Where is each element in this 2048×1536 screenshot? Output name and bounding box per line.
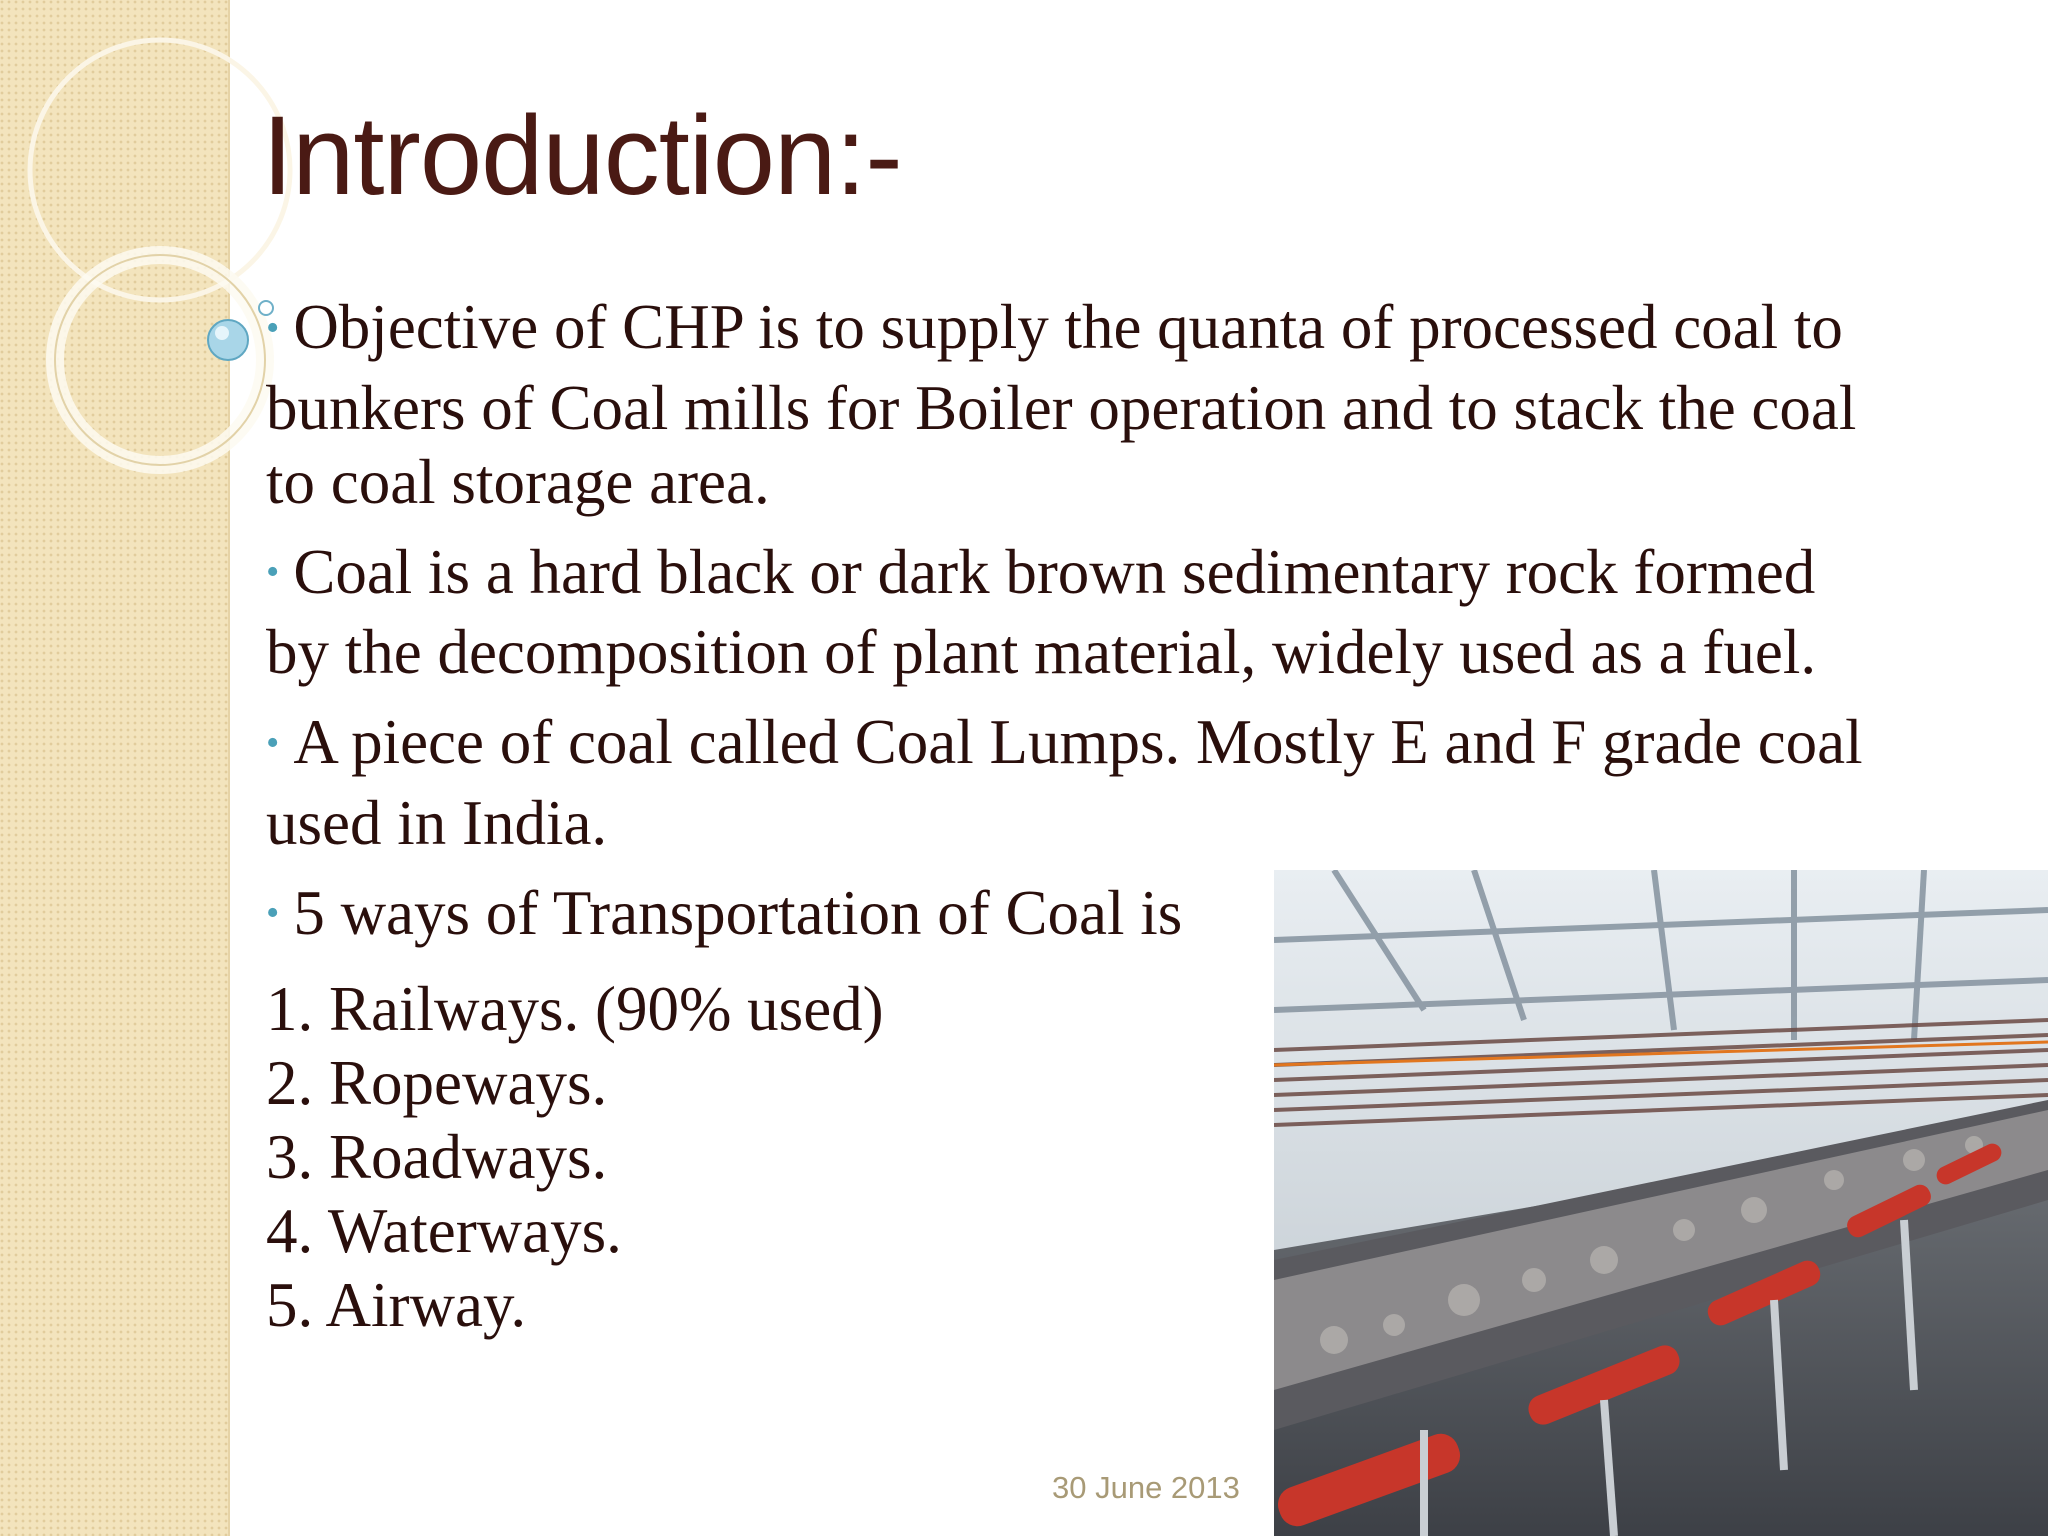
bullet-item <box>266 535 1886 690</box>
coal-conveyor-photo <box>1274 870 2048 1536</box>
bullet-icon: • <box>266 551 280 594</box>
transport-list-item: 2. Ropeways. <box>266 1048 608 1119</box>
decorative-circles <box>0 0 300 520</box>
slide-title: Introduction:- <box>262 93 902 218</box>
transport-list-item: 3. Roadways. <box>266 1122 608 1193</box>
bubble-highlight <box>215 326 229 340</box>
bullet-icon: • <box>266 721 280 764</box>
bullet-item <box>266 290 1886 519</box>
transport-list-item: 4. Waterways. <box>266 1196 622 1267</box>
bullet-text: Coal is a hard black or dark brown sedimentary rock formed by the decomposition of plant material, widely used as a fuel. <box>266 536 1817 688</box>
transport-list-item: 5. Airway. <box>266 1270 527 1341</box>
blue-bubble-icon <box>208 320 248 360</box>
transport-list-item: 1. Railways. (90% used) <box>266 974 884 1045</box>
slide-date: 30 June 2013 <box>1052 1470 1240 1505</box>
bullet-text: 5 ways of Transportation of Coal is <box>293 877 1183 948</box>
bullet-icon: • <box>266 306 280 349</box>
bullet-icon: • <box>266 892 280 935</box>
bullet-item <box>266 705 1866 860</box>
bullet-text: A piece of coal called Coal Lumps. Mostly E and F grade coal used in India. <box>266 707 1863 858</box>
bullet-text: Objective of CHP is to supply the quanta of processed coal to bunkers of Coal mills for Boiler operation and to stack the coal to coal storage area. <box>266 292 1857 517</box>
